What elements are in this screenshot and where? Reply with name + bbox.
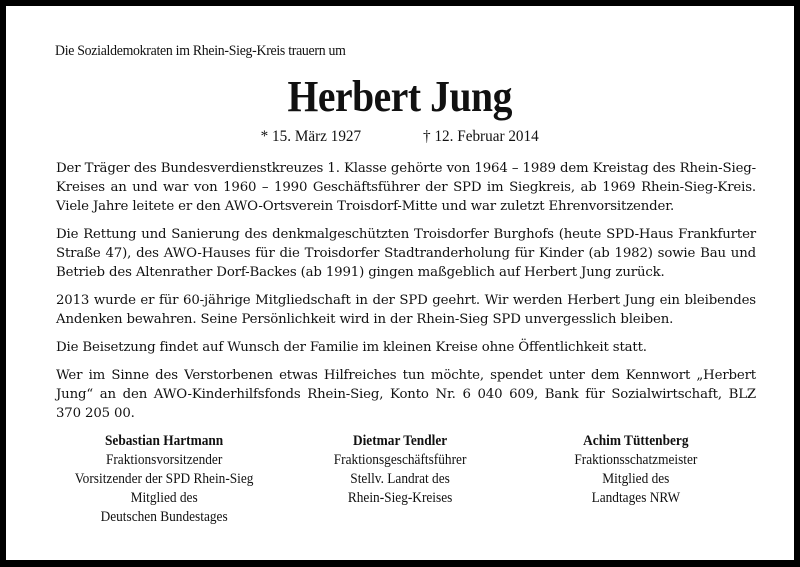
signatory-name: Achim Tüttenberg [583, 433, 689, 449]
text-line: 2013 wurde er für 60-jährige Mitgliedschaft in der SPD geehrt. Wir werden Herbert Jung ein bleibendes [56, 293, 756, 308]
signatory-title: Fraktionsschatzmeister [574, 452, 698, 468]
signatory-title: Mitglied des [602, 471, 670, 487]
signatory-hartmann [46, 432, 282, 527]
signatory-title: Fraktionsgeschäftsführer [333, 452, 467, 468]
signatory-title: Vorsitzender der SPD Rhein-Sieg [74, 471, 254, 487]
signatory-title: Rhein-Sieg-Kreises [347, 490, 453, 506]
signatory-name: Dietmar Tendler [352, 433, 448, 449]
deceased-name-heading [6, 72, 794, 122]
life-dates [6, 128, 794, 146]
paragraph-honor [56, 291, 756, 329]
text-line: Der Träger des Bundesverdienstkreuzes 1. Klasse gehörte von 1964 – 1989 dem Kreistag des Rhein-Sieg- [56, 161, 756, 176]
signatory-title: Stellv. Landrat des [350, 471, 450, 487]
text-line: Viele Jahre leitete er den AWO-Ortsverein Troisdorf-Mitte und war zuletzt Ehrenvorsitzender. [56, 199, 675, 214]
obituary-page [6, 6, 794, 560]
text-line: Straße 47), des AWO-Hauses für die Troisdorfer Stadtranderholung für Kinder (ab 1982) sowie Bau und [56, 246, 756, 261]
signatory-title: Deutschen Bundestages [100, 509, 228, 525]
paragraph-donation [56, 366, 756, 423]
paragraph-achievements [56, 225, 756, 282]
signatory-title: Mitglied des [130, 490, 198, 506]
signatory-title: Landtages NRW [591, 490, 681, 506]
text-line: Die Rettung und Sanierung des denkmalgeschützten Troisdorfer Burghofs (heute SPD-Haus Frankfurter [56, 227, 756, 242]
signature-block [46, 432, 754, 527]
text-line: Die Beisetzung findet auf Wunsch der Familie im kleinen Kreise ohne Öffentlichkeit statt. [56, 340, 647, 355]
text-line: 370 205 00. [56, 406, 135, 421]
death-date: † 12. Februar 2014 [423, 128, 539, 145]
text-line: Andenken bewahren. Seine Persönlichkeit wird in der Rhein-Sieg SPD unvergesslich bleiben. [56, 312, 674, 327]
text-line: Jung“ an den AWO-Kinderhilfsfonds Rhein-Sieg, Konto Nr. 6 040 609, Bank für Sozialwirtschaft, BLZ [56, 387, 756, 402]
obituary-body [56, 159, 756, 432]
signatory-name: Sebastian Hartmann [104, 433, 224, 449]
text-line: Kreises an und war von 1960 – 1990 Geschäftsführer der SPD im Siegkreis, ab 1969 Rhein-Sieg-Kreis. [56, 180, 756, 195]
text-line: Betrieb des Altenrather Dorf-Backes (ab 1991) gingen maßgeblich auf Herbert Jung zurück. [56, 265, 665, 280]
birth-date: * 15. März 1927 [260, 128, 362, 145]
signatory-title: Fraktionsvorsitzender [105, 452, 223, 468]
signatory-tendler [282, 432, 518, 527]
intro-line: Die Sozialdemokraten im Rhein-Sieg-Kreis trauern um [55, 43, 346, 59]
paragraph-funeral [56, 338, 756, 357]
signatory-tuettenberg [518, 432, 754, 527]
paragraph-career [56, 159, 756, 216]
deceased-name: Herbert Jung [287, 72, 513, 121]
text-line: Wer im Sinne des Verstorbenen etwas Hilfreiches tun möchte, spendet unter dem Kennwort „Herbert [56, 368, 756, 383]
